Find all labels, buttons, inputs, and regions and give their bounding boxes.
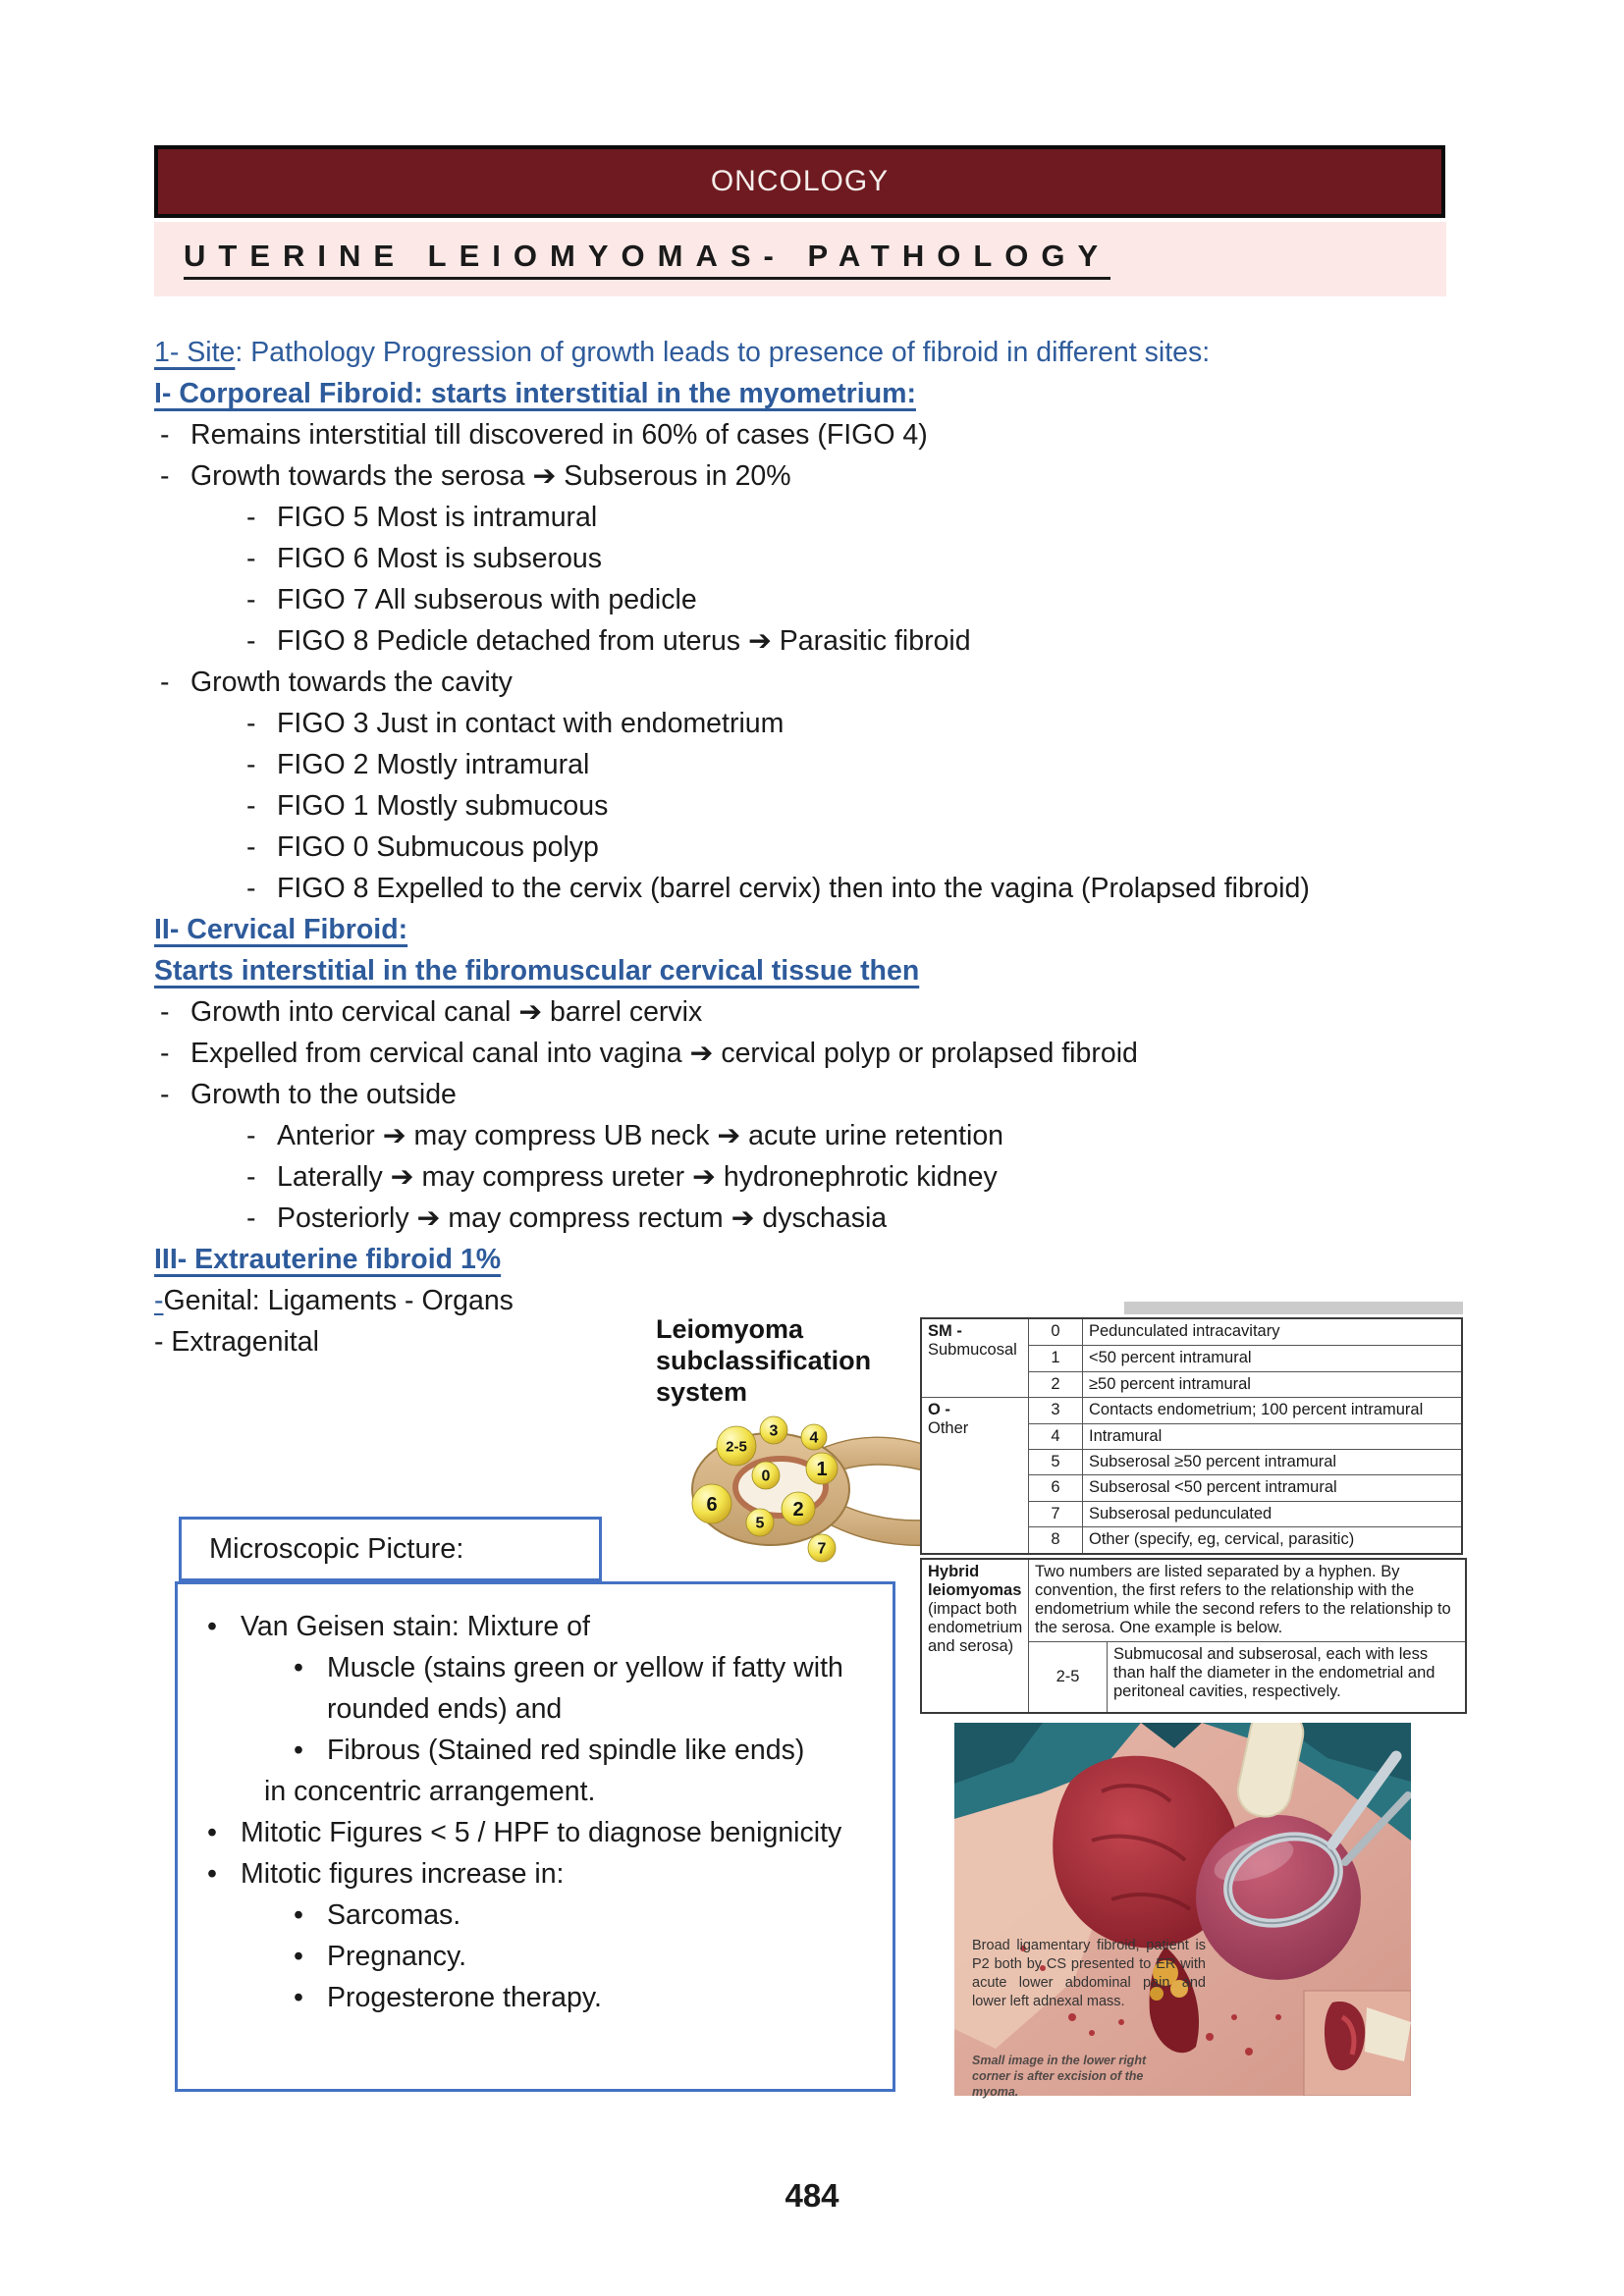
arrow-icon: ➔ bbox=[532, 459, 557, 492]
flow-line: Starts interstitial in the fibromuscular cervical tissue then bbox=[154, 955, 920, 987]
arrow-icon: ➔ bbox=[689, 1037, 714, 1069]
bullet-icon: • bbox=[294, 1652, 303, 1683]
bullet-icon: • bbox=[294, 1941, 303, 1972]
arrow-icon: ➔ bbox=[717, 1119, 741, 1151]
figo-ball-label: 3 bbox=[769, 1422, 779, 1440]
flow-line: - Growth to the outside bbox=[154, 1074, 1391, 1115]
flow-line: III- Extrauterine fibroid 1% bbox=[154, 1244, 502, 1275]
dash-bullet: - bbox=[246, 831, 256, 863]
flow-line: - FIGO 0 Submucous polyp bbox=[154, 827, 1391, 868]
figo-ball-label: 6 bbox=[706, 1494, 718, 1516]
figo-table bbox=[920, 1317, 1463, 1555]
dash-bullet: - bbox=[246, 1120, 256, 1151]
figo-ball-label: 2 bbox=[792, 1499, 804, 1521]
figo-ball-label: 5 bbox=[755, 1515, 765, 1532]
figo-ball-label: 7 bbox=[817, 1540, 827, 1558]
flow-line: - FIGO 3 Just in contact with endometrium bbox=[154, 703, 1391, 744]
flow-line: - Growth towards the serosa ➔ Subserous in 20% bbox=[154, 455, 1391, 497]
figo-row-number: 8 bbox=[1028, 1526, 1082, 1552]
figo-row-description: <50 percent intramural bbox=[1082, 1345, 1461, 1370]
figo-ball-label: 0 bbox=[761, 1468, 771, 1485]
bullet-icon: • bbox=[207, 1858, 217, 1890]
dash-bullet: - bbox=[160, 1079, 170, 1110]
figo-row-number: 1 bbox=[1028, 1345, 1082, 1370]
figo-group-label: O - Other bbox=[922, 1397, 1028, 1552]
micro-item: • Van Geisen stain: Mixture of bbox=[178, 1606, 893, 1647]
hybrid-table bbox=[920, 1558, 1467, 1714]
figo-row-number: 5 bbox=[1028, 1449, 1082, 1474]
arrow-icon: ➔ bbox=[518, 995, 543, 1028]
uterus-diagram bbox=[633, 1399, 947, 1605]
arrow-icon: ➔ bbox=[382, 1119, 406, 1151]
flow-line: - Growth towards the cavity bbox=[154, 662, 1391, 703]
figo-row-description: Subserosal <50 percent intramural bbox=[1082, 1474, 1461, 1500]
flow-line: -Genital: Ligaments - Organs bbox=[154, 1285, 514, 1316]
figo-row-number: 0 bbox=[1028, 1319, 1082, 1345]
oncology-banner bbox=[154, 145, 1445, 218]
flow-line: - Anterior ➔ may compress UB neck ➔ acute urine retention bbox=[154, 1115, 1391, 1156]
site-heading: 1- Site bbox=[154, 337, 236, 368]
surgical-photo-image bbox=[954, 1723, 1411, 2096]
flow-line: - Growth into cervical canal ➔ barrel cervix bbox=[154, 991, 1391, 1033]
figo-row-description: Pedunculated intracavitary bbox=[1082, 1319, 1461, 1345]
figure-shadow bbox=[1124, 1302, 1463, 1314]
flow-line: - FIGO 2 Mostly intramural bbox=[154, 744, 1391, 785]
dash-bullet: - bbox=[160, 419, 170, 451]
hybrid-row-number: 2-5 bbox=[1028, 1641, 1107, 1712]
dash-bullet: - bbox=[160, 667, 170, 698]
flow-line: - Extragenital bbox=[154, 1326, 319, 1358]
hybrid-row-description: Submucosal and subserosal, each with less than half the diameter in the endometrial and peritoneal cavities, respectively. bbox=[1107, 1641, 1465, 1712]
flow-line: I- Corporeal Fibroid: starts interstitial in the myometrium: bbox=[154, 378, 916, 409]
flow-line: - Expelled from cervical canal into vagina ➔ cervical polyp or prolapsed fibroid bbox=[154, 1033, 1391, 1074]
micro-item: • Mitotic figures increase in: bbox=[178, 1853, 893, 1895]
dash-bullet: - bbox=[160, 996, 170, 1028]
flow-line: - FIGO 8 Expelled to the cervix (barrel cervix) then into the vagina (Prolapsed fibroid) bbox=[154, 868, 1391, 909]
figo-row-number: 6 bbox=[1028, 1474, 1082, 1500]
dash-bullet: - bbox=[246, 625, 256, 657]
microscopic-title: Microscopic Picture: bbox=[209, 1532, 464, 1565]
figo-row-number: 4 bbox=[1028, 1423, 1082, 1449]
body-text bbox=[154, 332, 1391, 1362]
microscopic-header-box bbox=[179, 1517, 602, 1581]
flow-line: II- Cervical Fibroid: bbox=[154, 914, 408, 945]
dash-bullet: - bbox=[160, 460, 170, 492]
figo-row-description: Intramural bbox=[1082, 1423, 1461, 1449]
dash-bullet: - bbox=[246, 749, 256, 780]
page-number: 484 bbox=[785, 2177, 839, 2214]
flow-line: - Posteriorly ➔ may compress rectum ➔ dyschasia bbox=[154, 1198, 1391, 1239]
dash-bullet: - bbox=[246, 790, 256, 822]
bullet-icon: • bbox=[294, 1735, 303, 1766]
figo-group-label: SM - Submucosal bbox=[928, 1322, 1017, 1359]
figure-title: Leiomyoma subclassification system bbox=[656, 1314, 872, 1407]
micro-item: • Progesterone therapy. bbox=[178, 1977, 893, 2018]
arrow-icon: ➔ bbox=[416, 1201, 441, 1234]
arrow-icon: ➔ bbox=[390, 1160, 414, 1193]
flow-line: 1- Site: Pathology Progression of growth leads to presence of fibroid in different sites: bbox=[154, 337, 1211, 368]
micro-item: • Fibrous (Stained red spindle like ends) bbox=[178, 1730, 893, 1771]
dash-bullet: - bbox=[246, 543, 256, 574]
bullet-icon: • bbox=[294, 1899, 303, 1931]
title-band bbox=[154, 222, 1446, 296]
hybrid-note: Two numbers are listed separated by a hyphen. By convention, the first refers to the relationship with the endometrium while the second refers to the relationship to the serosa. One example is below. bbox=[1028, 1560, 1465, 1641]
photo-caption-italic: Small image in the lower right corner is after excision of the myoma. bbox=[972, 2054, 1147, 2099]
banner-title: ONCOLOGY bbox=[710, 165, 890, 197]
bullet-icon: • bbox=[207, 1611, 217, 1642]
micro-item: • Sarcomas. bbox=[178, 1895, 893, 1936]
arrow-icon: ➔ bbox=[692, 1160, 716, 1193]
flow-line: - Remains interstitial till discovered in 60% of cases (FIGO 4) bbox=[154, 414, 1391, 455]
surgical-photo bbox=[954, 1723, 1411, 2099]
bullet-icon: • bbox=[207, 1817, 217, 1848]
photo-inset bbox=[1304, 1991, 1411, 2096]
figo-ball-label: 4 bbox=[809, 1429, 819, 1447]
flow-line: - FIGO 7 All subserous with pedicle bbox=[154, 579, 1391, 620]
micro-item: • Muscle (stains green or yellow if fatty with rounded ends) and bbox=[178, 1647, 893, 1730]
page-title: UTERINE LEIOMYOMAS- PATHOLOGY bbox=[184, 239, 1110, 280]
microscopic-content-box bbox=[175, 1581, 895, 2092]
dash-bullet: - bbox=[246, 708, 256, 739]
figo-ball-label: 1 bbox=[816, 1459, 828, 1480]
figo-row-number: 7 bbox=[1028, 1501, 1082, 1526]
arrow-icon: ➔ bbox=[731, 1201, 755, 1234]
figo-row-number: 2 bbox=[1028, 1371, 1082, 1397]
micro-item: • Mitotic Figures < 5 / HPF to diagnose benignicity bbox=[178, 1812, 893, 1853]
dash-bullet: - bbox=[246, 584, 256, 615]
flow-line: - Laterally ➔ may compress ureter ➔ hydronephrotic kidney bbox=[154, 1156, 1391, 1198]
figo-row-description: Subserosal ≥50 percent intramural bbox=[1082, 1449, 1461, 1474]
dash-bullet: - bbox=[160, 1038, 170, 1069]
figo-row-description: Subserosal pedunculated bbox=[1082, 1501, 1461, 1526]
figo-row-description: ≥50 percent intramural bbox=[1082, 1371, 1461, 1397]
micro-item: in concentric arrangement. bbox=[264, 1776, 596, 1807]
micro-item: • Pregnancy. bbox=[178, 1936, 893, 1977]
hybrid-label: Hybrid leiomyomas (impact both endometrium and serosa) bbox=[928, 1563, 1023, 1655]
photo-caption: Broad ligamentary fibroid, patient is P2 both by CS presented to ER with acute lower abdominal pain and lower left adnexal mass. bbox=[972, 1938, 1206, 2009]
flow-line: - FIGO 8 Pedicle detached from uterus ➔ Parasitic fibroid bbox=[154, 620, 1391, 662]
figo-ball-label: 2-5 bbox=[726, 1438, 747, 1456]
dash-bullet: - bbox=[246, 1202, 256, 1234]
flow-line: - FIGO 5 Most is intramural bbox=[154, 497, 1391, 538]
dash-bullet: - bbox=[246, 1161, 256, 1193]
arrow-icon: ➔ bbox=[747, 624, 772, 657]
figo-row-description: Other (specify, eg, cervical, parasitic) bbox=[1082, 1526, 1461, 1552]
flow-line: - FIGO 1 Mostly submucous bbox=[154, 785, 1391, 827]
dash-bullet: - bbox=[246, 873, 256, 904]
figo-row-number: 3 bbox=[1028, 1397, 1082, 1422]
dash-bullet: - bbox=[246, 502, 256, 533]
flow-line: - FIGO 6 Most is subserous bbox=[154, 538, 1391, 579]
figo-row-description: Contacts endometrium; 100 percent intramural bbox=[1082, 1397, 1461, 1422]
bullet-icon: • bbox=[294, 1982, 303, 2013]
